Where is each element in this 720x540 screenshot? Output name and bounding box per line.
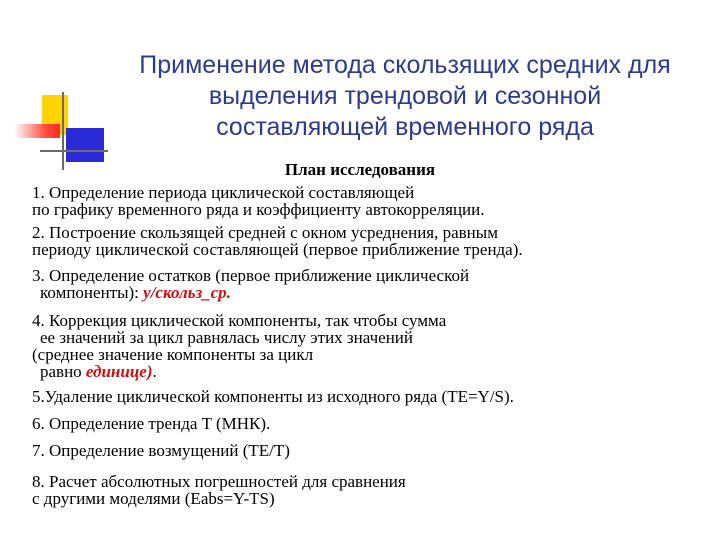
decor-horizontal-line [40,150,108,152]
formula-highlight: единице) [85,362,153,381]
slide-title [100,50,710,143]
plan-item [32,267,712,301]
decor-blue-square [66,128,104,162]
plan-item-line: 1. Определение периода циклической составляющей [32,183,415,202]
title-line: выделения трендовой и сезонной [208,82,602,110]
plan-item [32,312,712,380]
plan-item [32,388,712,405]
plan-item-line: 6. Определение тренда T (МНК). [32,414,271,433]
plan-item-line: 2. Построение скользящей средней с окном усреднения, равным [32,223,498,242]
title-line: Применение метода скользящих средних для [139,51,671,79]
decor-red-bar [14,124,60,138]
plan-item-line: периоду циклической составляющей (первое приближение тренда). [32,240,523,259]
plan-item [32,473,712,507]
plan-item-line: с другими моделями (Eabs=Y-TS) [32,489,275,508]
plan-item-line: по графику временного ряда и коэффициенту автокорреляции. [32,200,485,219]
title-line: составляющей временного ряда [216,113,594,141]
plan-item-line: ее значений за цикл равнялась числу этих значений [40,328,413,347]
plan-item-line: (среднее значение компоненты за цикл [32,345,314,364]
plan-item-line: 7. Определение возмущений (TE/T) [32,441,290,460]
decor-vertical-line [62,92,64,170]
plan-item-line: 3. Определение остатков (первое приближение циклической [32,266,470,285]
plan-item [32,224,712,258]
plan-item-line: 4. Коррекция циклической компоненты, так чтобы сумма [32,311,447,330]
plan-item-line [32,363,712,380]
plan-item-line [32,284,712,301]
plan-item [32,415,712,432]
formula-highlight: y/скольз_ср. [143,283,231,302]
plan-list [32,184,712,507]
plan-item [32,442,712,459]
plan-item-line: 8. Расчет абсолютных погрешностей для сравнения [32,472,406,491]
plan-item-text: . [152,362,157,381]
plan-item [32,184,712,218]
plan-heading: План исследования [284,160,436,179]
plan-item-line: 5.Удаление циклической компоненты из исходного ряда (TE=Y/S). [32,387,514,406]
plan-item-text: равно [40,362,86,381]
plan-item-text: компоненты): [40,283,144,302]
